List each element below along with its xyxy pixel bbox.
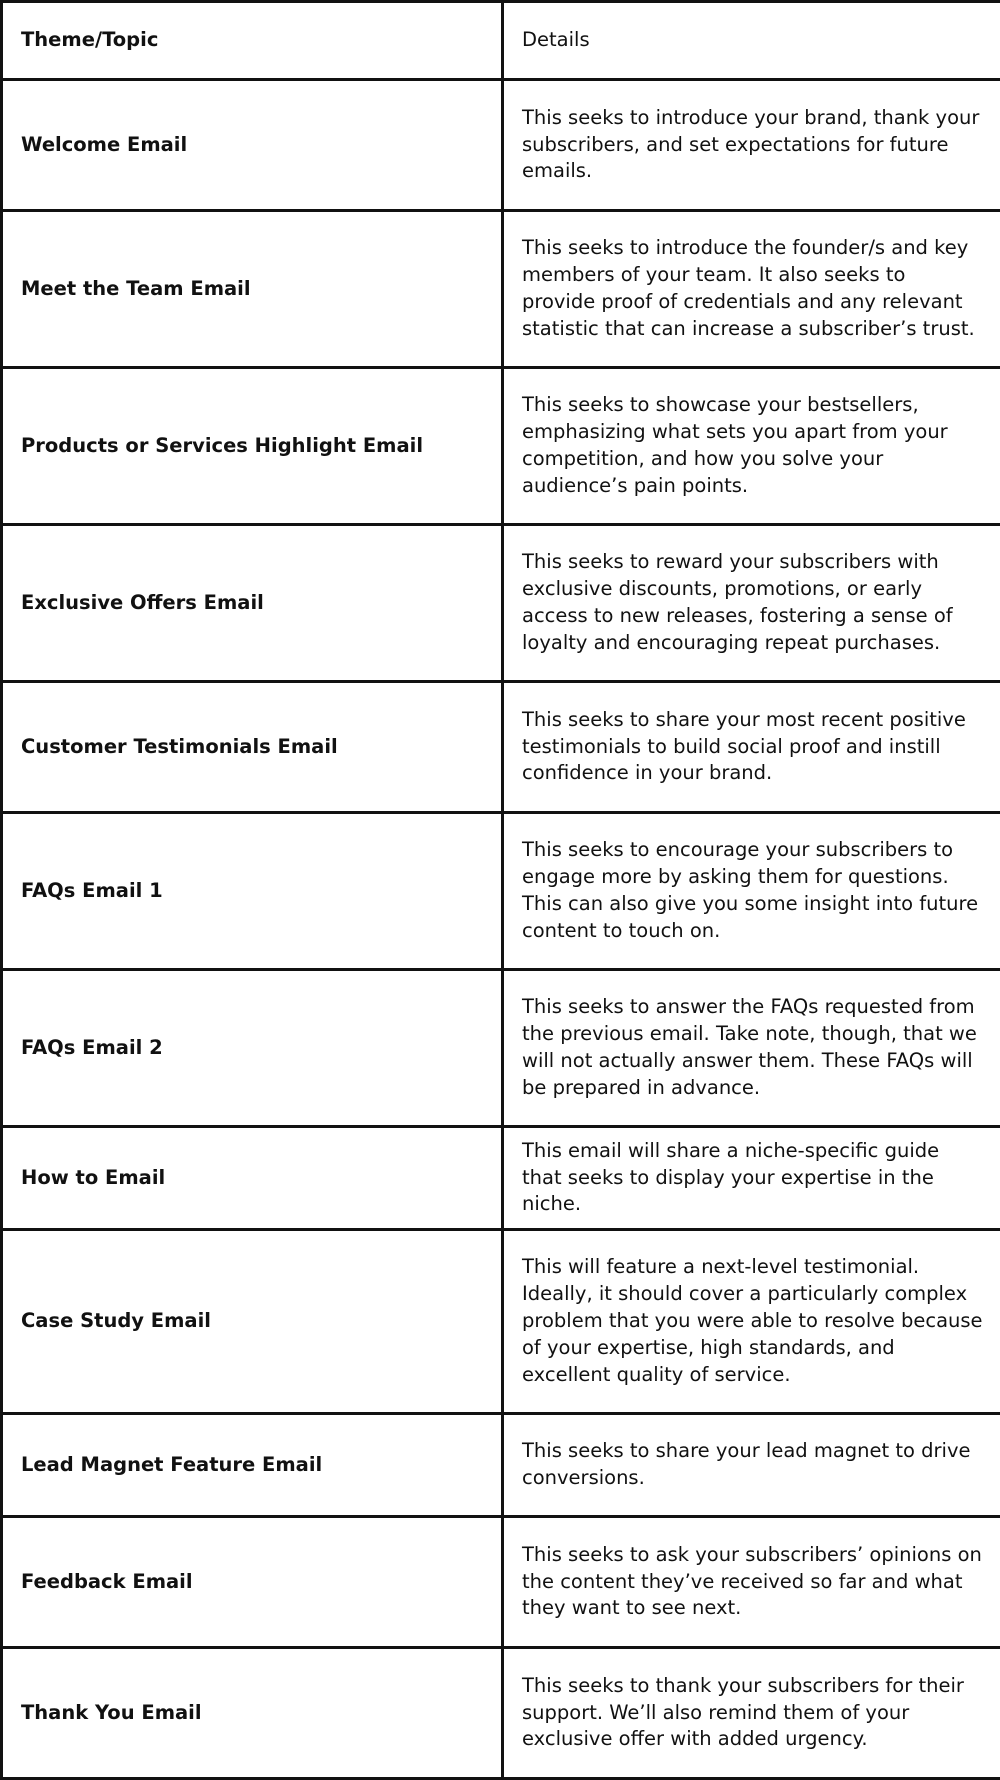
table-row [2,1230,1000,1414]
details-cell: This seeks to ask your subscribers’ opinions on the content they’ve received so far and what they want to see next. [503,1517,1000,1648]
table-row [2,970,1000,1127]
topic-cell: Welcome Email [2,80,503,211]
header-topic-cell: Theme/Topic [2,2,503,80]
details-cell: This seeks to answer the FAQs requested from the previous email. Take note, though, that we will not actually answer them. These FAQs will be prepared in advance. [503,970,1000,1127]
table-row [2,1517,1000,1648]
details-cell: This seeks to introduce the founder/s and key members of your team. It also seeks to provide proof of credentials and any relevant statistic that can increase a subscriber’s trust. [503,211,1000,368]
table-row [2,211,1000,368]
table-row [2,1414,1000,1517]
topic-cell: Lead Magnet Feature Email [2,1414,503,1517]
topic-cell: Meet the Team Email [2,211,503,368]
details-cell: This will feature a next-level testimonial. Ideally, it should cover a particularly complex problem that you were able to resolve because of your expertise, high standards, and excellent quality of service. [503,1230,1000,1414]
details-cell: This seeks to encourage your subscribers to engage more by asking them for questions. This can also give you some insight into future content to touch on. [503,813,1000,970]
table-row [2,368,1000,525]
topic-cell: FAQs Email 1 [2,813,503,970]
topic-cell: Products or Services Highlight Email [2,368,503,525]
table-row [2,525,1000,682]
topic-cell: Case Study Email [2,1230,503,1414]
table-header-row [2,2,1000,80]
table-row [2,80,1000,211]
topic-cell: Thank You Email [2,1648,503,1779]
table-row [2,682,1000,813]
details-cell: This seeks to share your most recent positive testimonials to build social proof and instill confidence in your brand. [503,682,1000,813]
details-cell: This email will share a niche-specific guide that seeks to display your expertise in the niche. [503,1127,1000,1230]
table-row [2,1127,1000,1230]
header-details-cell: Details [503,2,1000,80]
table-row [2,1648,1000,1779]
table-row [2,813,1000,970]
details-cell: This seeks to thank your subscribers for their support. We’ll also remind them of your exclusive offer with added urgency. [503,1648,1000,1779]
topic-cell: Feedback Email [2,1517,503,1648]
topic-cell: Customer Testimonials Email [2,682,503,813]
topic-cell: Exclusive Offers Email [2,525,503,682]
details-cell: This seeks to share your lead magnet to drive conversions. [503,1414,1000,1517]
topic-cell: How to Email [2,1127,503,1230]
details-cell: This seeks to showcase your bestsellers, emphasizing what sets you apart from your competition, and how you solve your audience’s pain points. [503,368,1000,525]
topic-cell: FAQs Email 2 [2,970,503,1127]
details-cell: This seeks to reward your subscribers with exclusive discounts, promotions, or early access to new releases, fostering a sense of loyalty and encouraging repeat purchases. [503,525,1000,682]
details-cell: This seeks to introduce your brand, thank your subscribers, and set expectations for future emails. [503,80,1000,211]
